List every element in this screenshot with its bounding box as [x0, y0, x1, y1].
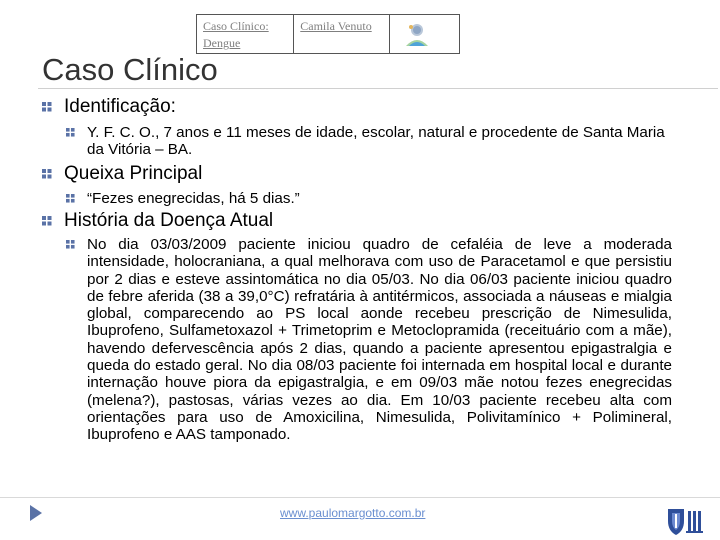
header-link-table	[196, 14, 460, 54]
person-avatar-icon	[402, 20, 432, 50]
square-bullet-icon	[66, 128, 75, 137]
footer-divider	[0, 497, 720, 498]
header-avatar-cell	[390, 15, 459, 53]
queixa-text: “Fezes enegrecidas, há 5 dias.”	[87, 190, 300, 207]
hda-text: No dia 03/03/2009 paciente iniciou quadro de cefaléia de leve a moderada intensidade, holocraniana, a qual melhorava com uso de Paracetamol e que persistiu por 2 dias e esteve assintomática no dia 05/03. No dia 06/03 paciente iniciou quadro de febre aferida (38 a 39,0°C) refratária à antitérmicos, associada a náuseas e mialgia global, comparecendo ao PS local aonde recebeu prescrição de Nimesulida, Ibuprofeno, Sulfametoxazol + Trimetoprim e Metoclopramida (receituário com a mãe), havendo defervescência após 2 dias, quando a paciente apresentou epigastralgia e queda do estado geral. No dia 08/03 paciente foi internada em hospital local e durante internação houve piora da epigastralgia, e em 09/03 mãe notou fezes enegrecidas (melena?), pastosas, várias vezes ao dia. Em 10/03 paciente recebeu alta com orientações para uso de Amoxicilina, Nimesulida, Polivitamínico + Polimineral, Ibuprofeno e AAS tamponado.	[87, 236, 672, 444]
section-identificacao-heading	[42, 96, 176, 118]
header-link-case[interactable]: Caso Clínico: Dengue	[197, 15, 294, 53]
section-queixa-item	[66, 190, 678, 207]
section-heading-label: Identificação:	[64, 96, 176, 117]
square-bullet-icon	[66, 194, 75, 203]
section-hda-item	[66, 236, 672, 444]
institution-logo-icon	[662, 505, 706, 537]
square-bullet-icon	[42, 216, 52, 226]
section-identificacao-item	[66, 124, 678, 159]
section-heading-label: História da Doença Atual	[64, 210, 274, 231]
square-bullet-icon	[42, 102, 52, 112]
next-slide-arrow-icon[interactable]	[30, 505, 42, 521]
section-heading-label: Queixa Principal	[64, 163, 203, 184]
header-link-author[interactable]: Camila Venuto	[294, 15, 389, 53]
title-divider	[38, 88, 718, 89]
section-queixa-heading	[42, 163, 202, 185]
section-hda-heading	[42, 210, 273, 232]
square-bullet-icon	[66, 240, 75, 249]
square-bullet-icon	[42, 169, 52, 179]
footer-website-link[interactable]: www.paulomargotto.com.br	[280, 506, 426, 520]
identificacao-text: Y. F. C. O., 7 anos e 11 meses de idade, escolar, natural e procedente de Santa Maria da Vitória – BA.	[87, 124, 665, 159]
slide-title: Caso Clínico	[42, 52, 218, 87]
